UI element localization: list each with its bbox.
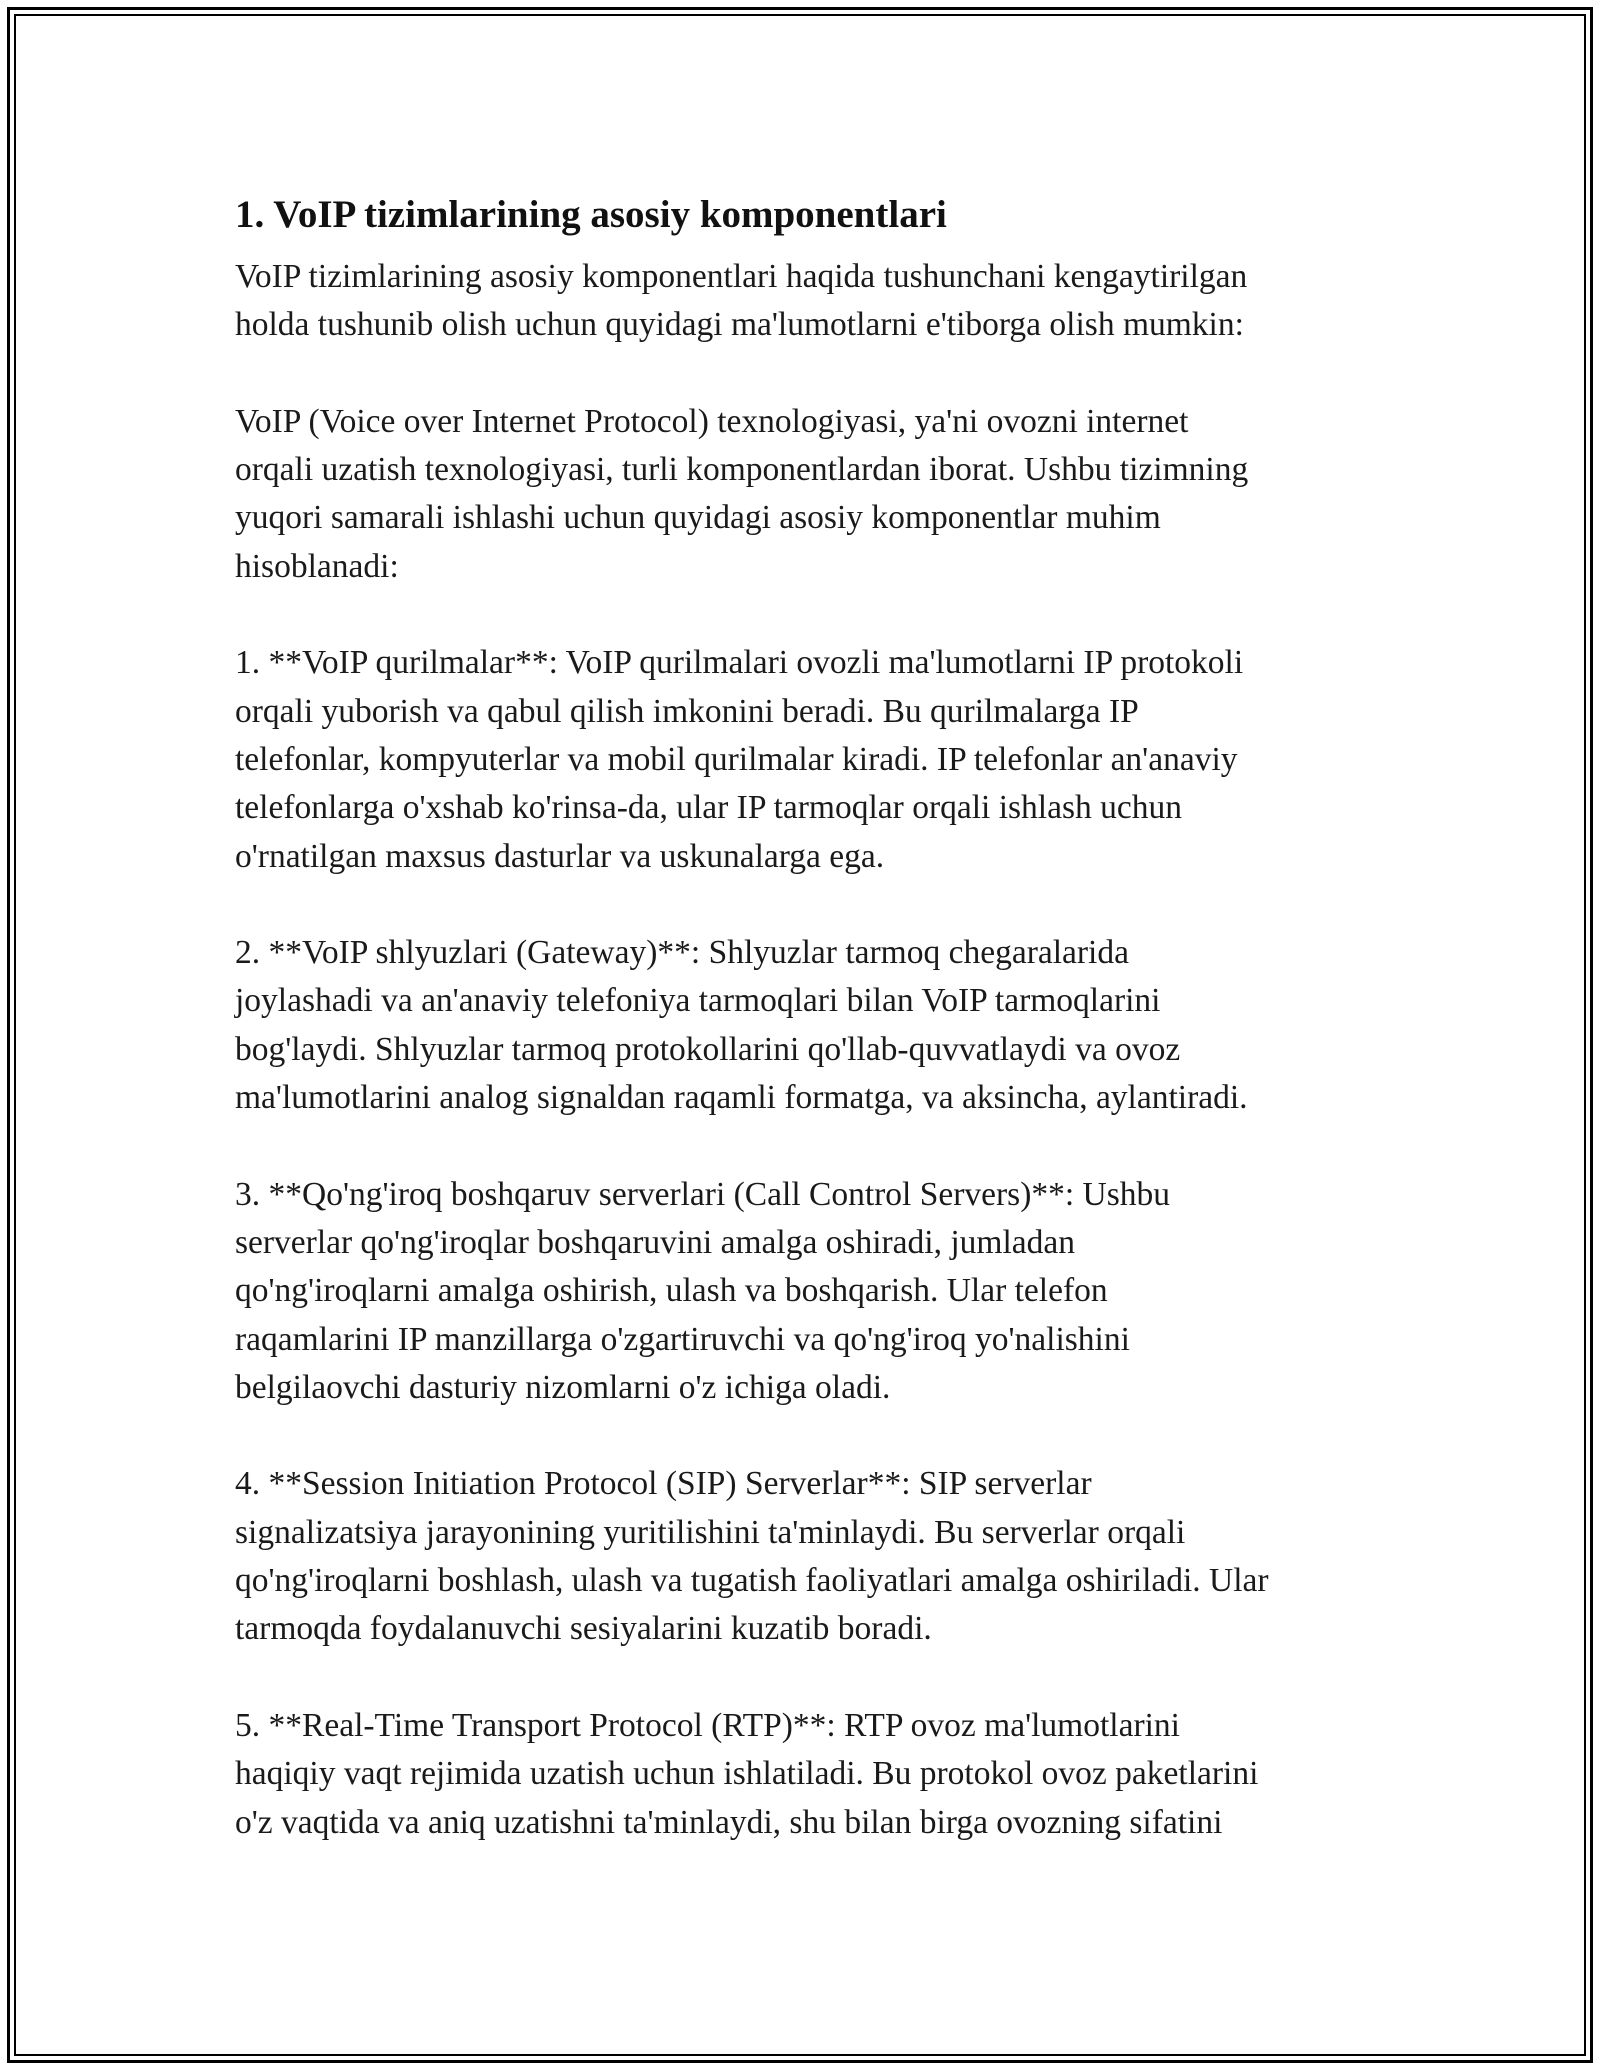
overview-paragraph: VoIP (Voice over Internet Protocol) texnologiyasi, ya'ni ovozni internet orqali uzatish texnologiyasi, turli komponentlardan iborat. Ushbu tizimning yuqori samarali ishlashi uchun quyidagi asosiy komponentlar muhim hisoblanadi: xyxy=(235,402,1249,585)
paragraph-spacer xyxy=(235,881,1380,929)
intro-paragraph: VoIP tizimlarining asosiy komponentlari haqida tushunchani kengaytirilgan holda tushunib olish uchun quyidagi ma'lumotlarni e'tiborga olish mumkin: xyxy=(235,258,1248,344)
paragraph-spacer xyxy=(235,350,1380,398)
document-body xyxy=(235,185,1380,1847)
paragraph-spacer xyxy=(235,591,1380,639)
paragraph-spacer xyxy=(235,1122,1380,1170)
list-item-gateways: 2. **VoIP shlyuzlari (Gateway)**: Shlyuzlar tarmoq chegaralarida joylashadi va an'anaviy telefoniya tarmoqlari bilan VoIP tarmoqlarini bog'laydi. Shlyuzlar tarmoq protokollarini qo'llab-quvvatlaydi va ovoz ma'lumotlarini analog signaldan raqamli formatga, va aksincha, aylantiradi. xyxy=(235,934,1248,1117)
paragraph-spacer xyxy=(235,1412,1380,1460)
page-title: 1. VoIP tizimlarining asosiy komponentlari xyxy=(235,193,947,236)
list-item-call-control-servers: 3. **Qo'ng'iroq boshqaruv serverlari (Call Control Servers)**: Ushbu serverlar qo'ng'iroqlar boshqaruvini amalga oshiradi, jumladan qo'ng'iroqlarni amalga oshirish, ulash va boshqarish. Ular telefon raqamlarini IP manzillarga o'zgartiruvchi va qo'ng'iroq yo'nalishini belgilaovchi dasturiy nizomlarni o'z ichiga oladi. xyxy=(235,1175,1171,1406)
list-item-voip-devices: 1. **VoIP qurilmalar**: VoIP qurilmalari ovozli ma'lumotlarni IP protokoli orqali yuborish va qabul qilish imkonini beradi. Bu qurilmalarga IP telefonlar, kompyuterlar va mobil qurilmalar kiradi. IP telefonlar an'anaviy telefonlarga o'xshab ko'rinsa-da, ular IP tarmoqlar orqali ishlash uchun o'rnatilgan maxsus dasturlar va uskunalarga ega. xyxy=(235,644,1244,875)
list-item-sip-servers: 4. **Session Initiation Protocol (SIP) Serverlar**: SIP serverlar signalizatsiya jarayonining yuritilishini ta'minlaydi. Bu serverlar orqali qo'ng'iroqlarni boshlash, ulash va tugatish faoliyatlari amalga oshiriladi. Ular tarmoqda foydalanuvchi sesiyalarini kuzatib boradi. xyxy=(235,1465,1269,1648)
paragraph-spacer xyxy=(235,1654,1380,1702)
list-item-rtp: 5. **Real-Time Transport Protocol (RTP)**: RTP ovoz ma'lumotlarini haqiqiy vaqt rejimida uzatish uchun ishlatiladi. Bu protokol ovoz paketlarini o'z vaqtida va aniq uzatishni ta'minlaydi, shu bilan birga ovozning sifatini xyxy=(235,1706,1259,1841)
